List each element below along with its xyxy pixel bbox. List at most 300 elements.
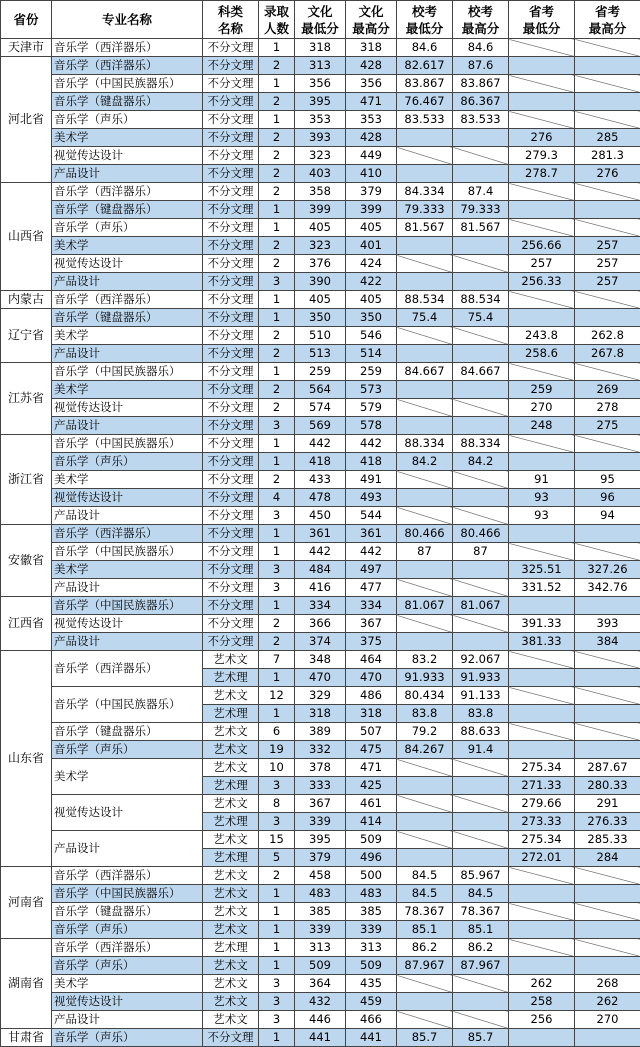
header-text: 文化 <box>307 3 333 19</box>
category-cell: 不分文理 <box>203 435 259 453</box>
culture-max-cell: 435 <box>346 975 397 993</box>
empty-slash-cell <box>453 759 509 777</box>
school-max-cell: 86.2 <box>453 939 509 957</box>
empty-slash-cell <box>575 687 640 705</box>
category-cell: 艺术文 <box>203 831 259 849</box>
school-max-cell: 84.2 <box>453 453 509 471</box>
province-cell: 湖南省 <box>1 939 52 1029</box>
count-cell: 1 <box>259 1029 295 1047</box>
header-school-max <box>453 1 509 39</box>
culture-min-cell: 366 <box>295 615 346 633</box>
category-cell: 不分文理 <box>203 327 259 345</box>
major-cell: 音乐学（中国民族器乐） <box>52 363 203 381</box>
major-cell: 音乐学（西洋器乐） <box>52 939 203 957</box>
count-cell: 2 <box>259 327 295 345</box>
count-cell: 1 <box>259 201 295 219</box>
table-row <box>1 597 640 615</box>
culture-max-cell: 414 <box>346 813 397 831</box>
school-min-cell: 81.567 <box>397 219 453 237</box>
major-cell: 产品设计 <box>52 345 203 363</box>
school-max-cell: 79.333 <box>453 201 509 219</box>
category-cell: 艺术文 <box>203 723 259 741</box>
empty-slash-cell <box>575 921 640 939</box>
header-text: 最高分 <box>588 20 627 36</box>
header-culture-min <box>295 1 346 39</box>
empty-slash-cell <box>509 111 575 129</box>
header-text: 名称 <box>217 20 243 36</box>
culture-max-cell: 514 <box>346 345 397 363</box>
category-cell: 不分文理 <box>203 309 259 327</box>
empty-slash-cell <box>453 975 509 993</box>
provincial-max-cell: 276.33 <box>575 813 640 831</box>
empty-slash-cell <box>575 201 640 219</box>
count-cell: 1 <box>259 525 295 543</box>
provincial-max-cell: 262.8 <box>575 327 640 345</box>
culture-max-cell: 471 <box>346 93 397 111</box>
school-max-cell: 88.534 <box>453 291 509 309</box>
table-row <box>1 525 640 543</box>
count-cell: 1 <box>259 435 295 453</box>
count-cell: 1 <box>259 903 295 921</box>
culture-min-cell: 376 <box>295 255 346 273</box>
major-cell: 美术学 <box>52 129 203 147</box>
major-cell: 美术学 <box>52 975 203 993</box>
provincial-min-cell: 278.7 <box>509 165 575 183</box>
culture-min-cell: 318 <box>295 39 346 57</box>
table-row <box>1 633 640 651</box>
empty-slash-cell <box>575 597 640 615</box>
category-cell: 艺术理 <box>203 777 259 795</box>
category-cell: 艺术文 <box>203 687 259 705</box>
provincial-min-cell: 93 <box>509 507 575 525</box>
table-row <box>1 795 640 813</box>
culture-min-cell: 374 <box>295 633 346 651</box>
category-cell: 不分文理 <box>203 561 259 579</box>
category-cell: 不分文理 <box>203 39 259 57</box>
major-cell: 音乐学（键盘器乐） <box>52 201 203 219</box>
provincial-min-cell: 279.3 <box>509 147 575 165</box>
provincial-min-cell: 279.66 <box>509 795 575 813</box>
provincial-max-cell: 94 <box>575 507 640 525</box>
count-cell: 1 <box>259 75 295 93</box>
school-min-cell: 84.5 <box>397 885 453 903</box>
empty-slash-cell <box>397 975 453 993</box>
culture-max-cell: 405 <box>346 219 397 237</box>
culture-min-cell: 416 <box>295 579 346 597</box>
category-cell: 不分文理 <box>203 363 259 381</box>
empty-slash-cell <box>575 867 640 885</box>
culture-max-cell: 379 <box>346 183 397 201</box>
major-cell: 视觉传达设计 <box>52 399 203 417</box>
count-cell: 2 <box>259 345 295 363</box>
culture-min-cell: 329 <box>295 687 346 705</box>
table-row <box>1 57 640 75</box>
count-cell: 3 <box>259 273 295 291</box>
empty-slash-cell <box>575 111 640 129</box>
school-min-cell: 80.434 <box>397 687 453 705</box>
category-cell: 艺术文 <box>203 741 259 759</box>
school-min-cell: 85.7 <box>397 1029 453 1047</box>
empty-slash-cell <box>397 849 453 867</box>
major-cell: 音乐学（声乐） <box>52 453 203 471</box>
table-row <box>1 309 640 327</box>
province-cell: 浙江省 <box>1 435 52 525</box>
category-cell: 不分文理 <box>203 147 259 165</box>
empty-slash-cell <box>397 327 453 345</box>
major-cell: 美术学 <box>52 759 203 795</box>
school-min-cell: 84.267 <box>397 741 453 759</box>
culture-max-cell: 509 <box>346 831 397 849</box>
category-cell: 不分文理 <box>203 201 259 219</box>
provincial-max-cell: 285.33 <box>575 831 640 849</box>
empty-slash-cell <box>453 579 509 597</box>
school-max-cell: 81.567 <box>453 219 509 237</box>
table-row <box>1 921 640 939</box>
count-cell: 4 <box>259 489 295 507</box>
culture-max-cell: 425 <box>346 777 397 795</box>
school-max-cell: 78.367 <box>453 903 509 921</box>
provincial-max-cell: 342.76 <box>575 579 640 597</box>
culture-max-cell: 410 <box>346 165 397 183</box>
culture-min-cell: 259 <box>295 363 346 381</box>
empty-slash-cell <box>397 795 453 813</box>
culture-max-cell: 497 <box>346 561 397 579</box>
provincial-min-cell: 257 <box>509 255 575 273</box>
table-row <box>1 453 640 471</box>
school-min-cell: 80.466 <box>397 525 453 543</box>
provincial-max-cell: 285 <box>575 129 640 147</box>
empty-slash-cell <box>397 417 453 435</box>
province-cell: 辽宁省 <box>1 309 52 363</box>
culture-max-cell: 418 <box>346 453 397 471</box>
school-max-cell: 91.4 <box>453 741 509 759</box>
culture-max-cell: 428 <box>346 57 397 75</box>
table-row <box>1 903 640 921</box>
provincial-max-cell: 384 <box>575 633 640 651</box>
culture-min-cell: 483 <box>295 885 346 903</box>
count-cell: 2 <box>259 633 295 651</box>
culture-min-cell: 509 <box>295 957 346 975</box>
table-row <box>1 345 640 363</box>
empty-slash-cell <box>397 147 453 165</box>
empty-slash-cell <box>453 849 509 867</box>
category-cell: 不分文理 <box>203 579 259 597</box>
category-cell: 不分文理 <box>203 345 259 363</box>
empty-slash-cell <box>575 903 640 921</box>
category-cell: 艺术文 <box>203 1011 259 1029</box>
culture-max-cell: 493 <box>346 489 397 507</box>
header-text: 校考 <box>467 3 493 19</box>
provincial-min-cell: 262 <box>509 975 575 993</box>
major-cell: 音乐学（西洋器乐） <box>52 183 203 201</box>
province-cell: 甘肃省 <box>1 1029 52 1047</box>
school-max-cell: 85.1 <box>453 921 509 939</box>
header-text: 最低分 <box>522 20 561 36</box>
major-cell: 美术学 <box>52 237 203 255</box>
empty-slash-cell <box>575 885 640 903</box>
count-cell: 3 <box>259 777 295 795</box>
provincial-max-cell: 257 <box>575 255 640 273</box>
category-cell: 艺术理 <box>203 705 259 723</box>
culture-min-cell: 353 <box>295 111 346 129</box>
culture-max-cell: 356 <box>346 75 397 93</box>
header-text: 省份 <box>13 12 39 27</box>
provincial-min-cell: 275.34 <box>509 831 575 849</box>
empty-slash-cell <box>575 525 640 543</box>
major-cell: 美术学 <box>52 381 203 399</box>
category-cell: 不分文理 <box>203 183 259 201</box>
culture-min-cell: 348 <box>295 651 346 669</box>
culture-min-cell: 361 <box>295 525 346 543</box>
empty-slash-cell <box>575 939 640 957</box>
major-cell: 产品设计 <box>52 579 203 597</box>
school-max-cell: 83.533 <box>453 111 509 129</box>
table-row <box>1 111 640 129</box>
provincial-min-cell: 259 <box>509 381 575 399</box>
major-cell: 音乐学（声乐） <box>52 111 203 129</box>
count-cell: 10 <box>259 759 295 777</box>
count-cell: 2 <box>259 399 295 417</box>
count-cell: 2 <box>259 867 295 885</box>
empty-slash-cell <box>453 381 509 399</box>
count-cell: 2 <box>259 381 295 399</box>
empty-slash-cell <box>397 993 453 1011</box>
culture-min-cell: 450 <box>295 507 346 525</box>
provincial-min-cell: 273.33 <box>509 813 575 831</box>
provincial-max-cell: 257 <box>575 273 640 291</box>
empty-slash-cell <box>509 903 575 921</box>
category-cell: 艺术文 <box>203 903 259 921</box>
culture-min-cell: 442 <box>295 435 346 453</box>
culture-min-cell: 378 <box>295 759 346 777</box>
table-row <box>1 993 640 1011</box>
school-max-cell: 83.8 <box>453 705 509 723</box>
count-cell: 1 <box>259 921 295 939</box>
culture-max-cell: 428 <box>346 129 397 147</box>
provincial-max-cell: 95 <box>575 471 640 489</box>
provincial-max-cell: 257 <box>575 237 640 255</box>
school-max-cell: 86.367 <box>453 93 509 111</box>
culture-max-cell: 361 <box>346 525 397 543</box>
count-cell: 7 <box>259 651 295 669</box>
empty-slash-cell <box>509 57 575 75</box>
culture-min-cell: 432 <box>295 993 346 1011</box>
culture-max-cell: 424 <box>346 255 397 273</box>
culture-min-cell: 393 <box>295 129 346 147</box>
empty-slash-cell <box>575 309 640 327</box>
header-text: 录取 <box>263 3 289 19</box>
empty-slash-cell <box>453 993 509 1011</box>
empty-slash-cell <box>509 291 575 309</box>
table-row <box>1 489 640 507</box>
province-cell: 江苏省 <box>1 363 52 435</box>
category-cell: 艺术文 <box>203 795 259 813</box>
empty-slash-cell <box>575 435 640 453</box>
count-cell: 1 <box>259 885 295 903</box>
table-row <box>1 255 640 273</box>
provincial-max-cell: 287.67 <box>575 759 640 777</box>
major-cell: 音乐学（中国民族器乐） <box>52 75 203 93</box>
school-max-cell: 83.867 <box>453 75 509 93</box>
province-cell: 河南省 <box>1 867 52 939</box>
empty-slash-cell <box>575 93 640 111</box>
major-cell: 产品设计 <box>52 417 203 435</box>
school-max-cell: 80.466 <box>453 525 509 543</box>
empty-slash-cell <box>397 831 453 849</box>
school-max-cell: 91.133 <box>453 687 509 705</box>
table-row <box>1 867 640 885</box>
provincial-max-cell: 327.26 <box>575 561 640 579</box>
provincial-max-cell: 262 <box>575 993 640 1011</box>
school-min-cell: 79.333 <box>397 201 453 219</box>
school-min-cell: 91.933 <box>397 669 453 687</box>
major-cell: 音乐学（键盘器乐） <box>52 903 203 921</box>
provincial-max-cell: 270 <box>575 1011 640 1029</box>
school-max-cell: 87 <box>453 543 509 561</box>
table-row <box>1 399 640 417</box>
major-cell: 美术学 <box>52 327 203 345</box>
category-cell: 不分文理 <box>203 615 259 633</box>
empty-slash-cell <box>453 777 509 795</box>
provincial-max-cell: 291 <box>575 795 640 813</box>
category-cell: 不分文理 <box>203 291 259 309</box>
category-cell: 不分文理 <box>203 525 259 543</box>
major-cell: 音乐学（中国民族器乐） <box>52 543 203 561</box>
school-min-cell: 83.8 <box>397 705 453 723</box>
culture-max-cell: 442 <box>346 435 397 453</box>
province-cell: 安徽省 <box>1 525 52 597</box>
major-cell: 美术学 <box>52 471 203 489</box>
empty-slash-cell <box>509 219 575 237</box>
table-row <box>1 93 640 111</box>
table-row <box>1 237 640 255</box>
school-min-cell: 88.534 <box>397 291 453 309</box>
category-cell: 不分文理 <box>203 381 259 399</box>
school-min-cell: 78.367 <box>397 903 453 921</box>
province-cell: 天津市 <box>1 39 52 57</box>
empty-slash-cell <box>509 921 575 939</box>
header-text: 省考 <box>594 3 620 19</box>
category-cell: 不分文理 <box>203 255 259 273</box>
header-text: 最高分 <box>461 20 500 36</box>
culture-min-cell: 389 <box>295 723 346 741</box>
provincial-min-cell: 325.51 <box>509 561 575 579</box>
empty-slash-cell <box>397 633 453 651</box>
school-max-cell: 85.967 <box>453 867 509 885</box>
culture-min-cell: 478 <box>295 489 346 507</box>
empty-slash-cell <box>397 507 453 525</box>
table-row <box>1 615 640 633</box>
empty-slash-cell <box>509 651 575 669</box>
empty-slash-cell <box>453 1011 509 1029</box>
header-text: 校考 <box>411 3 437 19</box>
school-min-cell: 88.334 <box>397 435 453 453</box>
count-cell: 1 <box>259 291 295 309</box>
provincial-min-cell: 331.52 <box>509 579 575 597</box>
count-cell: 3 <box>259 813 295 831</box>
empty-slash-cell <box>509 435 575 453</box>
table-row <box>1 39 640 57</box>
empty-slash-cell <box>453 273 509 291</box>
major-cell: 美术学 <box>52 561 203 579</box>
school-max-cell: 87.4 <box>453 183 509 201</box>
major-cell: 产品设计 <box>52 165 203 183</box>
table-row <box>1 831 640 849</box>
table-row <box>1 417 640 435</box>
school-max-cell: 84.6 <box>453 39 509 57</box>
culture-min-cell: 564 <box>295 381 346 399</box>
category-cell: 不分文理 <box>203 129 259 147</box>
header-culture-max <box>346 1 397 39</box>
culture-max-cell: 475 <box>346 741 397 759</box>
category-cell: 不分文理 <box>203 165 259 183</box>
major-cell: 音乐学（中国民族器乐） <box>52 597 203 615</box>
culture-max-cell: 579 <box>346 399 397 417</box>
empty-slash-cell <box>397 399 453 417</box>
provincial-max-cell: 281.3 <box>575 147 640 165</box>
provincial-max-cell: 275 <box>575 417 640 435</box>
empty-slash-cell <box>397 777 453 795</box>
major-cell: 产品设计 <box>52 507 203 525</box>
header-text: 文化 <box>358 3 384 19</box>
table-row <box>1 75 640 93</box>
culture-min-cell: 470 <box>295 669 346 687</box>
count-cell: 2 <box>259 255 295 273</box>
count-cell: 3 <box>259 993 295 1011</box>
provincial-min-cell: 271.33 <box>509 777 575 795</box>
category-cell: 不分文理 <box>203 597 259 615</box>
empty-slash-cell <box>397 489 453 507</box>
category-cell: 不分文理 <box>203 417 259 435</box>
table-row <box>1 723 640 741</box>
culture-min-cell: 405 <box>295 291 346 309</box>
culture-max-cell: 259 <box>346 363 397 381</box>
empty-slash-cell <box>453 795 509 813</box>
empty-slash-cell <box>575 723 640 741</box>
provincial-max-cell: 268 <box>575 975 640 993</box>
table-row <box>1 273 640 291</box>
category-cell: 艺术文 <box>203 759 259 777</box>
table-row <box>1 435 640 453</box>
empty-slash-cell <box>453 471 509 489</box>
culture-min-cell: 574 <box>295 399 346 417</box>
culture-max-cell: 405 <box>346 291 397 309</box>
count-cell: 1 <box>259 111 295 129</box>
category-cell: 不分文理 <box>203 219 259 237</box>
table-row <box>1 885 640 903</box>
culture-max-cell: 507 <box>346 723 397 741</box>
culture-min-cell: 379 <box>295 849 346 867</box>
culture-min-cell: 356 <box>295 75 346 93</box>
major-cell: 音乐学（声乐） <box>52 957 203 975</box>
culture-max-cell: 318 <box>346 705 397 723</box>
school-max-cell: 75.4 <box>453 309 509 327</box>
culture-min-cell: 318 <box>295 705 346 723</box>
category-cell: 艺术文 <box>203 957 259 975</box>
culture-min-cell: 403 <box>295 165 346 183</box>
school-min-cell: 81.067 <box>397 597 453 615</box>
count-cell: 3 <box>259 507 295 525</box>
empty-slash-cell <box>509 39 575 57</box>
culture-min-cell: 350 <box>295 309 346 327</box>
school-min-cell: 87 <box>397 543 453 561</box>
empty-slash-cell <box>397 165 453 183</box>
culture-max-cell: 449 <box>346 147 397 165</box>
count-cell: 1 <box>259 939 295 957</box>
empty-slash-cell <box>453 327 509 345</box>
category-cell: 不分文理 <box>203 399 259 417</box>
province-cell: 山西省 <box>1 183 52 291</box>
